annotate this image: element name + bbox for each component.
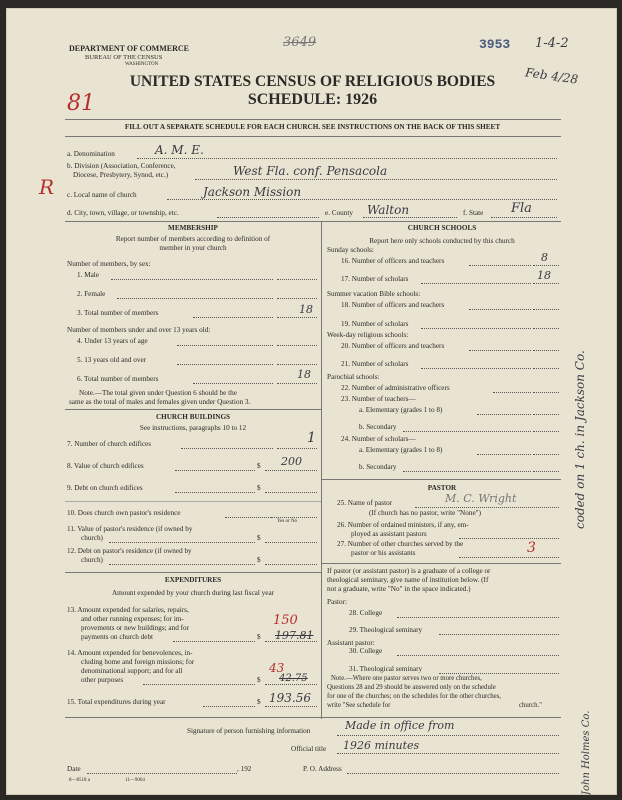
summer-schools: Summer vacation Bible schools: <box>327 290 421 298</box>
membership-title: MEMBERSHIP <box>168 224 218 232</box>
q13-line-1: 13. Amount expended for salaries, repairs, <box>67 606 189 614</box>
buildings-sub: See instructions, paragraphs 10 to 12 <box>139 424 247 432</box>
division-label-2: Diocese, Presbytery, Synod, etc.) <box>73 171 169 179</box>
dollar-8: $ <box>257 462 261 470</box>
church-name-label: c. Local name of church <box>67 191 137 199</box>
date-top: 1-4-2 <box>535 36 569 51</box>
pastor-note-5: church." <box>519 702 542 709</box>
q20: 20. Number of officers and teachers <box>341 342 445 350</box>
q5-over13: 5. 13 years old and over <box>77 356 147 364</box>
q13-line-4: payments on church debt <box>81 633 154 641</box>
q17: 17. Number of scholars <box>341 275 409 283</box>
q23b: b. Secondary <box>359 423 397 431</box>
division-value: West Fla. conf. Pensacola <box>233 164 388 178</box>
dept-name: DEPARTMENT OF COMMERCE <box>69 44 190 53</box>
schools-title: CHURCH SCHOOLS <box>407 224 477 232</box>
stamp-number: 3953 <box>479 37 511 52</box>
q30: 30. College <box>349 647 383 655</box>
yes-no-hint: Yes or No <box>277 519 298 524</box>
q12-line-1: 12. Debt on pastor's residence (if owned by <box>67 547 192 555</box>
signature-value: Made in office from <box>345 719 455 732</box>
state-label: f. State <box>463 209 484 217</box>
q13-crossed-value: 197.81 <box>275 629 314 642</box>
members-by-sex: Number of members, by sex: <box>67 260 151 268</box>
signature-label: Signature of person furnishing information <box>187 727 311 735</box>
margin-note-right: coded on 1 ch. in Jackson Co. <box>573 350 587 529</box>
membership-sub-1: Report number of members according to definition of <box>115 235 271 243</box>
county-label: e. County <box>325 209 353 217</box>
q14-value: 43 <box>269 661 285 675</box>
mark-81: 81 <box>67 91 95 116</box>
dollar-13: $ <box>257 633 261 641</box>
q27-line-2: pastor or his assistants <box>351 549 416 557</box>
dollar-9: $ <box>257 484 261 492</box>
q28: 28. College <box>349 609 383 617</box>
schedule-title: SCHEDULE: 1926 <box>247 91 378 108</box>
year-label: , 192 <box>237 765 252 773</box>
form-title: UNITED STATES CENSUS OF RELIGIOUS BODIES <box>129 73 496 90</box>
schools-sub: Report here only schools conducted by this church <box>369 237 515 245</box>
q13-line-2: and other running expenses; for im- <box>81 615 184 623</box>
q24: 24. Number of scholars— <box>341 435 416 443</box>
q31: 31. Theological seminary <box>349 665 423 673</box>
q24a: a. Elementary (grades 1 to 8) <box>359 446 443 454</box>
city-label: d. City, town, village, or township, etc. <box>67 209 179 217</box>
margin-note-bottom: John Holmes Co. <box>581 710 592 795</box>
assistant-label: Assistant pastor: <box>327 639 375 647</box>
dollar-14: $ <box>257 676 261 684</box>
denomination-value: A. M. E. <box>155 143 204 157</box>
crossed-number: 3649 <box>283 35 317 50</box>
date-label: Date <box>67 765 81 773</box>
q7-value: 1 <box>307 430 316 446</box>
date-hand: Feb 4/28 <box>524 65 579 87</box>
q8-value: 200 <box>281 455 302 468</box>
q16-value: 8 <box>541 251 548 264</box>
pastor-note-3: for one of the churches; on the schedules for the other churches, <box>327 693 502 700</box>
expenditures-sub: Amount expended by your church during last fiscal year <box>111 589 275 597</box>
q8-value-edifices: 8. Value of church edifices <box>67 462 144 470</box>
pastor-title: PASTOR <box>427 484 457 492</box>
q23: 23. Number of teachers— <box>341 395 416 403</box>
form-code-1: 8—8518 a <box>69 778 90 783</box>
city-name: WASHINGTON <box>125 62 159 67</box>
q13-line-3: provements or new buildings; and for <box>81 624 189 632</box>
q14-crossed-value: 42.75 <box>279 673 308 684</box>
q6-value: 18 <box>297 368 311 381</box>
q6-total: 6. Total number of members <box>77 375 159 383</box>
q18: 18. Number of officers and teachers <box>341 301 445 309</box>
members-by-age: Number of members under and over 13 years old: <box>67 326 211 334</box>
instruction-line: FILL OUT A SEPARATE SCHEDULE FOR EACH CHURCH. SEE INSTRUCTIONS ON THE BACK OF THIS SHEET <box>124 123 501 131</box>
q17-value: 18 <box>537 269 551 282</box>
q3-value: 18 <box>299 303 313 316</box>
division-label-1: b. Division (Association, Conference, <box>67 162 176 170</box>
po-address-label: P. O. Address <box>303 765 342 773</box>
q11-line-1: 11. Value of pastor's residence (if owned by <box>67 525 193 533</box>
q15-total: 15. Total expenditures during year <box>67 698 166 706</box>
q23a: a. Elementary (grades 1 to 8) <box>359 406 443 414</box>
q14-line-1: 14. Amount expended for benevolences, in- <box>67 649 193 657</box>
q25-sub: (If church has no pastor, write "None") <box>369 509 481 517</box>
form-code-2: 11—9064 <box>125 778 145 783</box>
q15-value: 193.56 <box>269 691 311 705</box>
dollar-12: $ <box>257 556 261 564</box>
pastor-label: Pastor: <box>327 598 347 606</box>
pastor-note-1: Note.—Where one pastor serves two or more churches, <box>331 675 482 682</box>
q19: 19. Number of scholars <box>341 320 409 328</box>
q14-line-4: other purposes <box>81 676 124 684</box>
q11-line-2: church) <box>81 534 103 542</box>
q27-value: 3 <box>527 540 536 556</box>
q4-under13: 4. Under 13 years of age <box>77 337 148 345</box>
buildings-title: CHURCH BUILDINGS <box>155 413 231 421</box>
q27-line-1: 27. Number of other churches served by the <box>337 540 464 548</box>
q25-value: M. C. Wright <box>445 492 517 505</box>
q2-female: 2. Female <box>77 290 106 298</box>
sunday-schools: Sunday schools: <box>327 246 374 254</box>
q26-line-2: ployed as assistant pastors <box>351 530 427 538</box>
q21: 21. Number of scholars <box>341 360 409 368</box>
census-form <box>6 8 617 795</box>
dollar-15: $ <box>257 698 261 706</box>
q7-edifices: 7. Number of church edifices <box>67 440 152 448</box>
dollar-11: $ <box>257 534 261 542</box>
denomination-label: a. Denomination <box>67 150 115 158</box>
pastor-note-4: write "See schedule for <box>327 702 391 709</box>
weekday-schools: Week-day religious schools: <box>327 331 409 339</box>
grad-line-3: not a graduate, write "No" in the space indicated.) <box>327 585 471 593</box>
church-name-value: Jackson Mission <box>203 185 302 199</box>
official-title-value: 1926 minutes <box>343 739 420 752</box>
q22: 22. Number of administrative officers <box>341 384 450 392</box>
q26-line-1: 26. Number of ordained ministers, if any, em- <box>337 521 469 529</box>
q9-debt: 9. Debt on church edifices <box>67 484 143 492</box>
q14-line-2: cluding home and foreign missions; for <box>81 658 195 666</box>
q12-line-2: church) <box>81 556 103 564</box>
q3-total: 3. Total number of members <box>77 309 159 317</box>
q24b: b. Secondary <box>359 463 397 471</box>
parochial-schools: Parochial schools: <box>327 373 380 381</box>
expenditures-title: EXPENDITURES <box>164 576 222 584</box>
membership-sub-2: member in your church <box>159 244 227 252</box>
membership-note-2: same as the total of males and females given under Question 3. <box>69 398 251 406</box>
state-value: Fla <box>511 201 532 216</box>
q1-male: 1. Male <box>77 271 99 279</box>
bureau-name: BUREAU OF THE CENSUS <box>85 54 163 61</box>
county-value: Walton <box>367 203 410 217</box>
q29: 29. Theological seminary <box>349 626 423 634</box>
q25: 25. Name of pastor <box>337 499 393 507</box>
grad-line-2: theological seminary, give name of institution below. (If <box>327 576 489 584</box>
q10-owns-residence: 10. Does church own pastor's residence <box>67 509 181 517</box>
official-title-label: Official title <box>291 745 327 753</box>
membership-note-1: Note.—The total given under Question 6 should be the <box>79 389 237 397</box>
pastor-note-2: Questions 28 and 29 should be answered only on the schedule <box>327 684 496 691</box>
grad-line-1: If pastor (or assistant pastor) is a graduate of a college or <box>327 567 491 575</box>
q14-line-3: denominational support; and for all <box>81 667 183 675</box>
q13-value: 150 <box>273 613 298 628</box>
q16: 16. Number of officers and teachers <box>341 257 445 265</box>
mark-r: R <box>39 175 55 199</box>
